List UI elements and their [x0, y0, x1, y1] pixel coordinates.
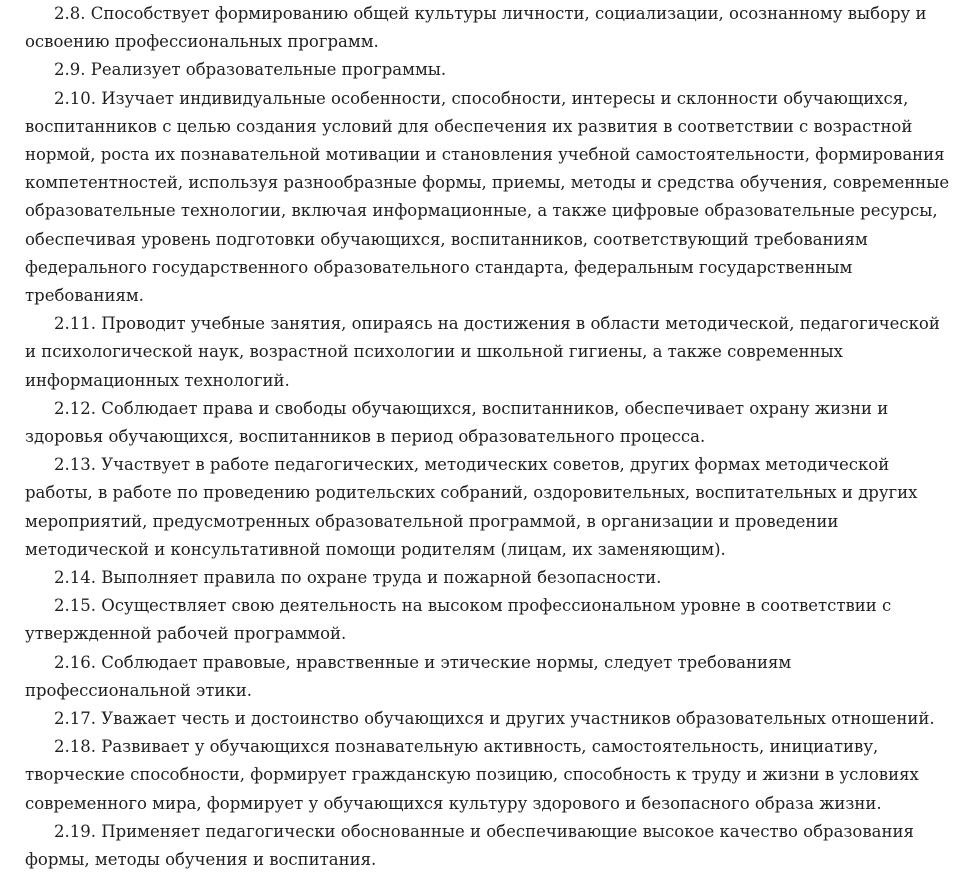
- paragraph-2-12: 2.12. Соблюдает права и свободы обучающихся, воспитанников, обеспечивает охрану жизни и здоровья обучающихся, воспитанников в период образовательного процесса.: [25, 398, 889, 447]
- paragraph-2-16: 2.16. Соблюдает правовые, нравственные и этические нормы, следует требованиям профессиональной этики.: [25, 652, 792, 700]
- paragraph-2-11: 2.11. Проводит учебные занятия, опираясь на достижения в области методической, педагогической и психологической наук, возрастной психологии и школьной гигиены, а также современных информационных технологий.: [25, 314, 940, 390]
- paragraph-2-15: 2.15. Осуществляет свою деятельность на высоком профессиональном уровне в соответствии с утвержденной рабочей программой.: [25, 596, 892, 644]
- paragraph-2-10: 2.10. Изучает индивидуальные особенности, способности, интересы и склонности обучающихся, воспитанников с целью создания условий для обеспечения их развития в соответствии с возрастной нормой, роста их познавательной мотивации и становления учебной самостоятельности, формирования компетентностей, используя разнообразные формы, приемы, методы и средства обучения, современные образовательные технологии, включая информационные, а также цифровые образовательные ресурсы, обеспечивая уровень подготовки обучающихся, воспитанников, соответствующий требованиям федерального государственного образовательного стандарта, федеральным государственным требованиям.: [25, 88, 950, 306]
- paragraph-2-18: 2.18. Развивает у обучающихся познавательную активность, самостоятельность, инициативу, творческие способности, формирует гражданскую позицию, способность к труду и жизни в условиях современного мира, формирует у обучающихся культуру здорового и безопасного образа жизни.: [25, 737, 919, 813]
- paragraph-2-9: 2.9. Реализует образовательные программы.: [54, 60, 447, 80]
- paragraph-2-14: 2.14. Выполняет правила по охране труда и пожарной безопасности.: [54, 568, 662, 588]
- paragraph-2-13: 2.13. Участвует в работе педагогических, методических советов, других формах методической работы, в работе по проведению родительских собраний, оздоровительных, воспитательных и других мероприятий, предусмотренных образовательной программой, в организации и проведении методической и консультативной помощи родителям (лицам, их заменяющим).: [25, 455, 918, 559]
- paragraph-2-8: 2.8. Способствует формированию общей культуры личности, социализации, осознанному выбору и освоению профессиональных программ.: [25, 4, 927, 52]
- paragraph-2-19: 2.19. Применяет педагогически обоснованные и обеспечивающие высокое качество образования формы, методы обучения и воспитания.: [25, 821, 914, 870]
- paragraph-2-17: 2.17. Уважает честь и достоинство обучающихся и других участников образовательных отношений.: [54, 709, 935, 729]
